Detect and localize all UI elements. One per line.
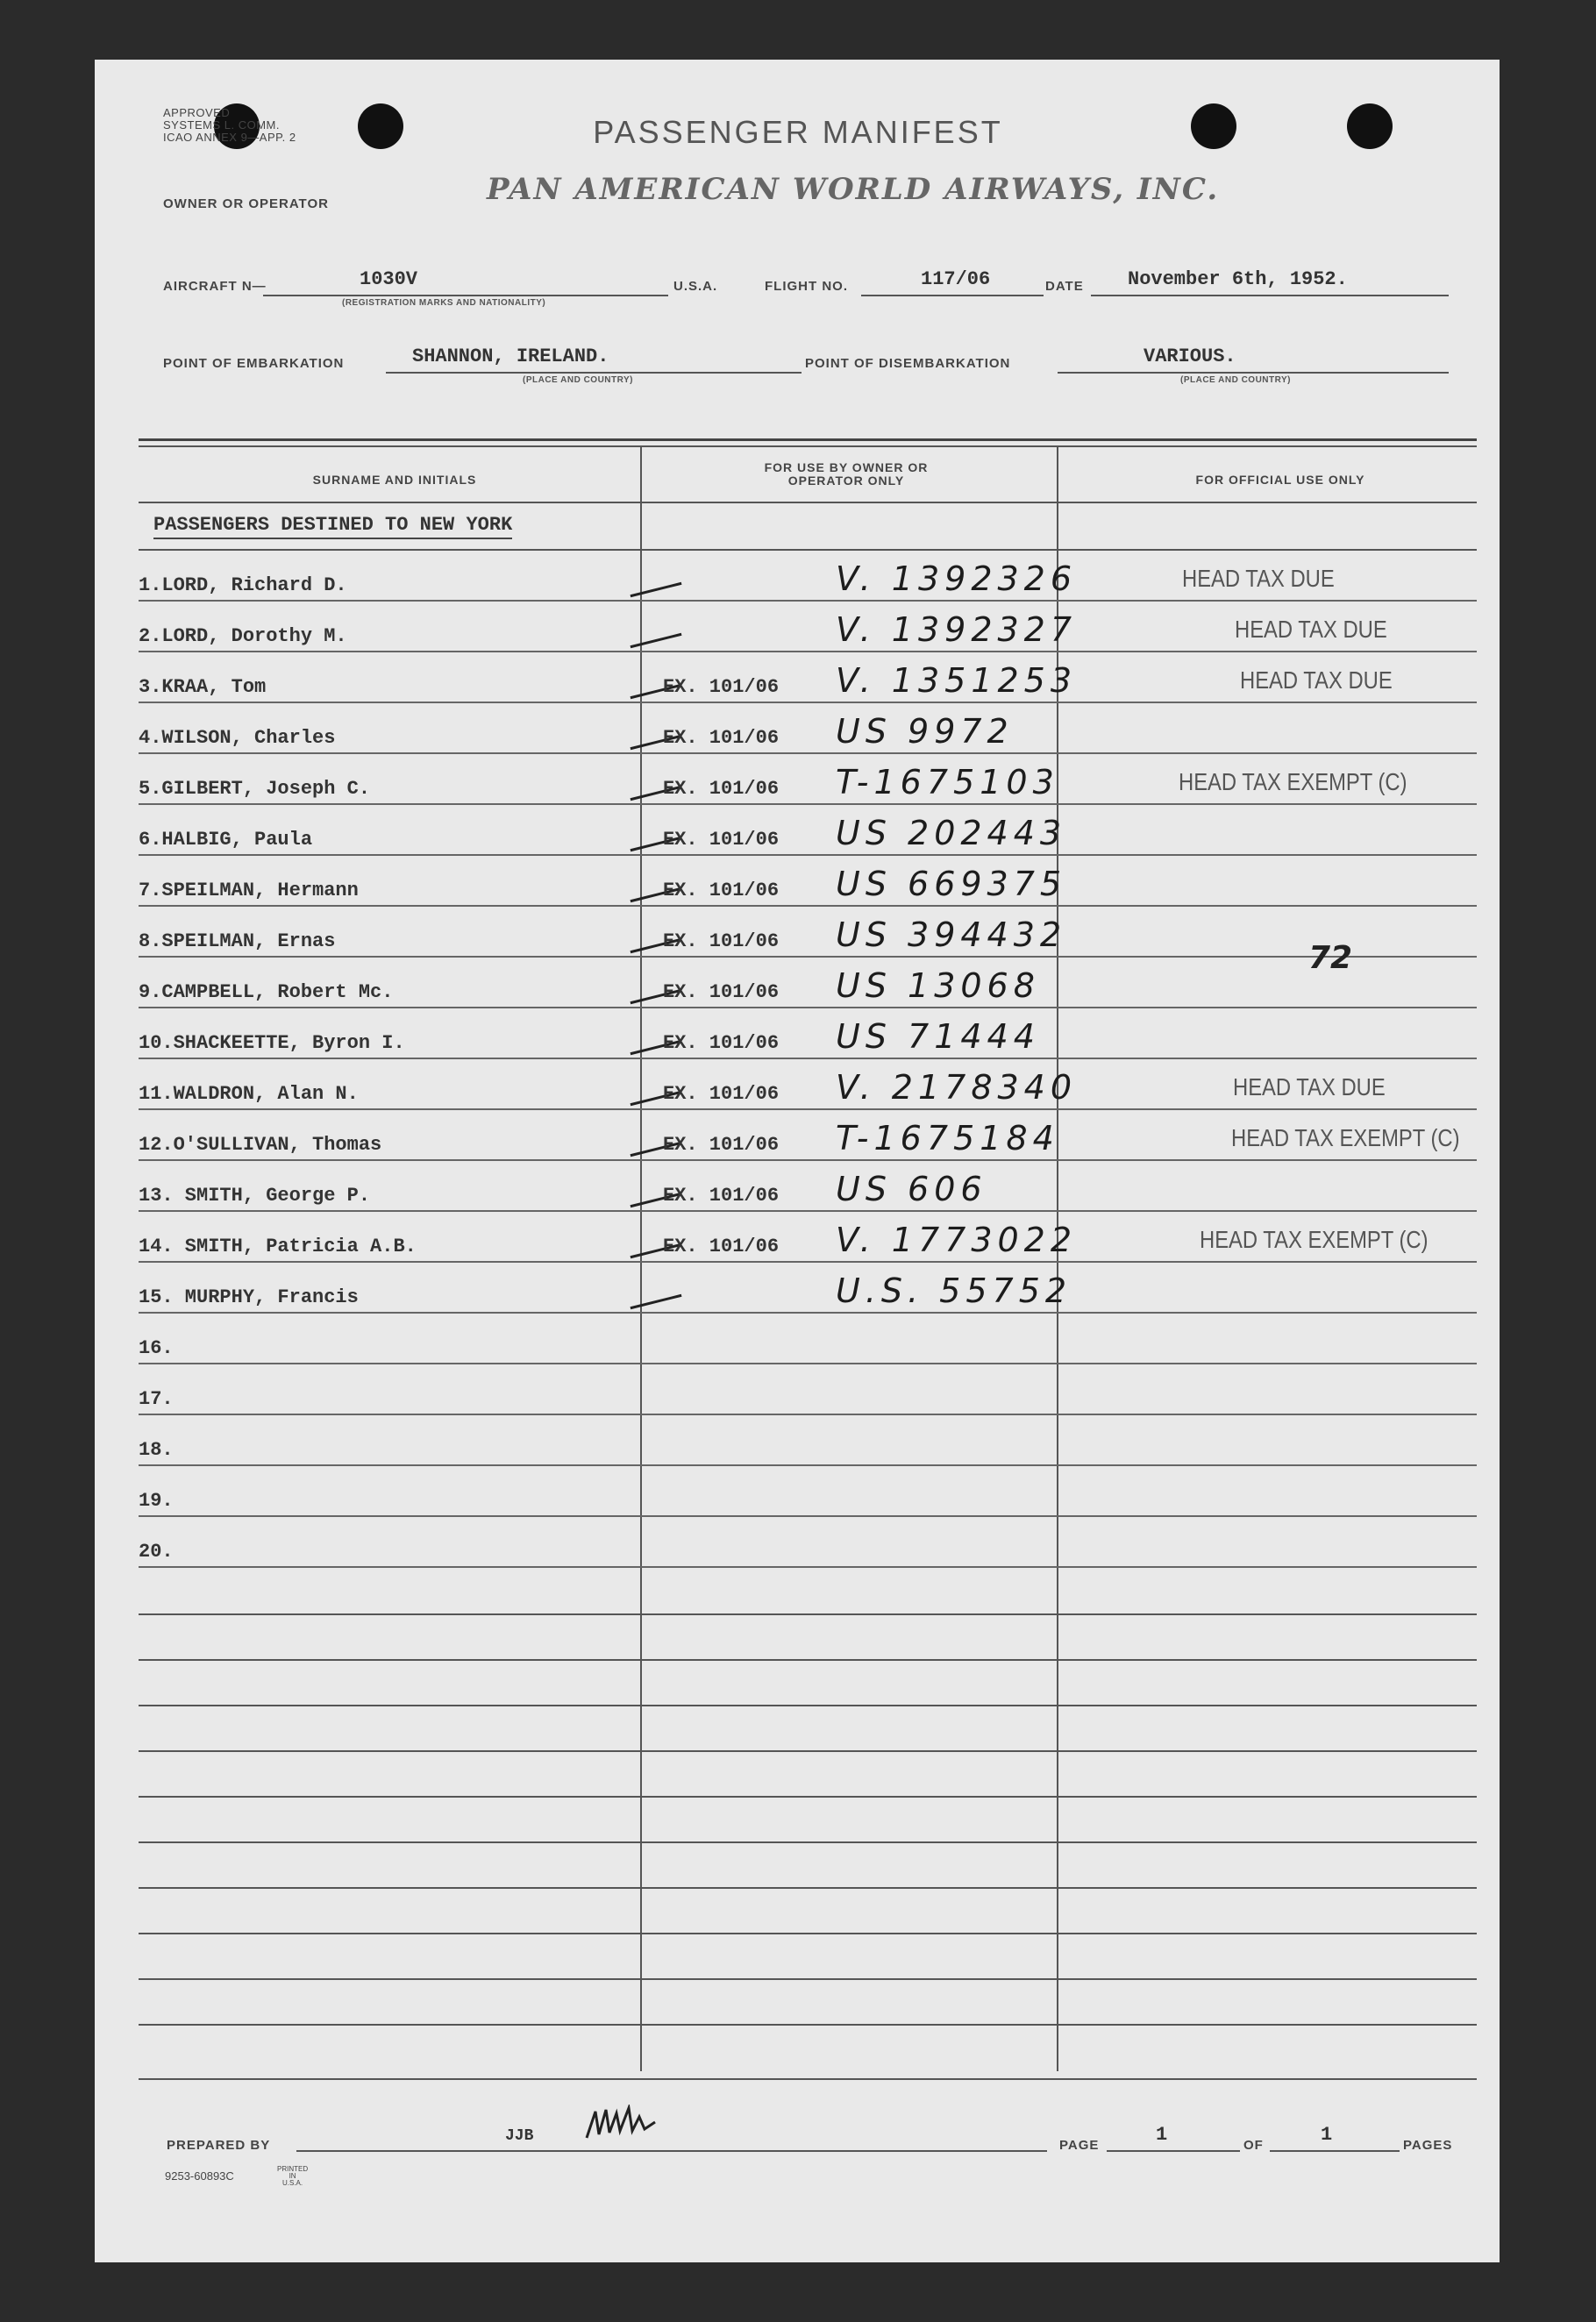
passenger-name: 15. MURPHY, Francis bbox=[139, 1286, 359, 1308]
passenger-row bbox=[139, 1364, 1477, 1415]
usa-label: U.S.A. bbox=[673, 279, 718, 294]
ticket-number: V. 2178340 bbox=[836, 1068, 1078, 1107]
blank-rule bbox=[139, 1933, 1477, 1934]
tax-stamp: HEAD TAX EXEMPT (C) bbox=[1231, 1124, 1460, 1151]
passenger-name: 10.SHACKEETTE, Byron I. bbox=[139, 1032, 405, 1054]
passenger-name: 16. bbox=[139, 1337, 174, 1359]
ticket-number: T-1675103 bbox=[836, 763, 1059, 801]
passenger-row bbox=[139, 958, 1477, 1008]
ticket-number: US 9972 bbox=[836, 712, 1014, 751]
passenger-row bbox=[139, 856, 1477, 907]
official-header: FOR OFFICIAL USE ONLY bbox=[1195, 473, 1365, 487]
flight-no-label: FLIGHT NO. bbox=[765, 279, 848, 294]
date-label: DATE bbox=[1045, 279, 1084, 294]
prepared-by-initials: JJB bbox=[505, 2127, 534, 2145]
place-note: (PLACE AND COUNTRY) bbox=[1180, 375, 1291, 385]
passenger-row bbox=[139, 1314, 1477, 1364]
surname-header: SURNAME AND INITIALS bbox=[312, 473, 477, 487]
ticket-number: US 202443 bbox=[836, 814, 1067, 852]
passenger-row bbox=[139, 703, 1477, 754]
passenger-name: 14. SMITH, Patricia A.B. bbox=[139, 1236, 417, 1257]
ticket-number: V. 1392326 bbox=[836, 559, 1078, 598]
excursion-code: EX. 101/06 bbox=[663, 930, 780, 952]
date-underline bbox=[1091, 295, 1449, 296]
passenger-name: 1.LORD, Richard D. bbox=[139, 574, 347, 596]
passenger-row bbox=[139, 1059, 1477, 1110]
tax-stamp: HEAD TAX DUE bbox=[1240, 666, 1393, 694]
excursion-code: EX. 101/06 bbox=[663, 981, 780, 1003]
excursion-code: EX. 101/06 bbox=[663, 1134, 780, 1156]
printed-line: U.S.A. bbox=[282, 2179, 303, 2187]
owner-use-header: FOR USE BY OWNER OR OPERATOR ONLY bbox=[764, 460, 929, 488]
passenger-row bbox=[139, 1110, 1477, 1161]
disembark-label: POINT OF DISEMBARKATION bbox=[805, 356, 1011, 371]
passenger-row bbox=[139, 1161, 1477, 1212]
pages-label: PAGES bbox=[1403, 2138, 1453, 2153]
passenger-row bbox=[139, 1517, 1477, 1568]
excursion-code: EX. 101/06 bbox=[663, 1083, 780, 1105]
owner-label: OWNER OR OPERATOR bbox=[163, 196, 329, 211]
passenger-name: 12.O'SULLIVAN, Thomas bbox=[139, 1134, 382, 1156]
ticket-number: US 394432 bbox=[836, 915, 1067, 954]
approval-line: APPROVED bbox=[163, 106, 231, 119]
ticket-number: US 606 bbox=[836, 1170, 987, 1208]
passenger-row bbox=[139, 1263, 1477, 1314]
passenger-name: 17. bbox=[139, 1388, 174, 1410]
excursion-code: EX. 101/06 bbox=[663, 1032, 780, 1054]
page-total: 1 bbox=[1321, 2124, 1333, 2146]
ticket-number: US 71444 bbox=[836, 1017, 1040, 1056]
registration-note: (REGISTRATION MARKS AND NATIONALITY) bbox=[342, 298, 546, 308]
tax-stamp: HEAD TAX DUE bbox=[1233, 1073, 1386, 1100]
blank-rule bbox=[139, 1750, 1477, 1752]
ticket-number: T-1675184 bbox=[836, 1119, 1059, 1157]
ticket-number: US 13068 bbox=[836, 966, 1040, 1005]
blank-rule bbox=[139, 1796, 1477, 1798]
printed-line: PRINTED bbox=[277, 2165, 309, 2173]
section-heading: PASSENGERS DESTINED TO NEW YORK bbox=[153, 514, 512, 539]
page-label: PAGE bbox=[1059, 2138, 1100, 2153]
embark-underline bbox=[386, 372, 802, 374]
passenger-name: 8.SPEILMAN, Ernas bbox=[139, 930, 336, 952]
passenger-name: 4.WILSON, Charles bbox=[139, 727, 336, 749]
passenger-name: 18. bbox=[139, 1439, 174, 1461]
passenger-row bbox=[139, 805, 1477, 856]
passenger-row bbox=[139, 652, 1477, 703]
blank-rule bbox=[139, 1705, 1477, 1706]
passenger-name: 6.HALBIG, Paula bbox=[139, 829, 313, 851]
passenger-row bbox=[139, 1466, 1477, 1517]
blank-rule bbox=[139, 1659, 1477, 1661]
form-title: PASSENGER MANIFEST bbox=[593, 114, 1003, 150]
excursion-code: EX. 101/06 bbox=[663, 727, 780, 749]
form-number: 9253-60893C bbox=[165, 2169, 234, 2183]
table-top-rule bbox=[139, 438, 1477, 441]
passenger-row bbox=[139, 1415, 1477, 1466]
tax-stamp: HEAD TAX EXEMPT (C) bbox=[1200, 1226, 1429, 1253]
passenger-row bbox=[139, 1212, 1477, 1263]
excursion-code: EX. 101/06 bbox=[663, 880, 780, 901]
ticket-number: V. 1773022 bbox=[836, 1221, 1078, 1259]
table-bottom-rule bbox=[139, 2078, 1477, 2080]
passenger-name: 13. SMITH, George P. bbox=[139, 1185, 371, 1207]
blank-rule bbox=[139, 2024, 1477, 2026]
tax-stamp: HEAD TAX EXEMPT (C) bbox=[1179, 768, 1407, 795]
of-label: OF bbox=[1243, 2138, 1264, 2153]
row-rule bbox=[139, 1566, 1477, 1568]
excursion-code: EX. 101/06 bbox=[663, 829, 780, 851]
page-number: 1 bbox=[1156, 2124, 1168, 2146]
aircraft-underline bbox=[263, 295, 668, 296]
passenger-row bbox=[139, 1008, 1477, 1059]
passenger-name: 3.KRAA, Tom bbox=[139, 676, 267, 698]
excursion-code: EX. 101/06 bbox=[663, 1185, 780, 1207]
operator-name: PAN AMERICAN WORLD AIRWAYS, INC. bbox=[487, 172, 1220, 207]
prepared-by-underline bbox=[296, 2150, 1047, 2152]
check-tick bbox=[631, 633, 682, 648]
passenger-name: 7.SPEILMAN, Hermann bbox=[139, 880, 359, 901]
excursion-code: EX. 101/06 bbox=[663, 676, 780, 698]
blank-rule bbox=[139, 1613, 1477, 1615]
passenger-name: 9.CAMPBELL, Robert Mc. bbox=[139, 981, 394, 1003]
check-tick bbox=[631, 1294, 682, 1309]
disembarkation: VARIOUS. bbox=[1144, 345, 1236, 367]
excursion-code: EX. 101/06 bbox=[663, 1236, 780, 1257]
disembark-underline bbox=[1058, 372, 1449, 374]
flight-number: 117/06 bbox=[921, 268, 991, 290]
passenger-row bbox=[139, 602, 1477, 652]
aircraft-number: 1030V bbox=[360, 268, 418, 290]
passenger-name: 2.LORD, Dorothy M. bbox=[139, 625, 347, 647]
approval-line: ICAO ANNEX 9—APP. 2 bbox=[163, 131, 296, 144]
passenger-row bbox=[139, 754, 1477, 805]
page-underline bbox=[1107, 2150, 1240, 2152]
passenger-name: 11.WALDRON, Alan N. bbox=[139, 1083, 359, 1105]
header-rule bbox=[139, 502, 1477, 503]
aircraft-label: AIRCRAFT N— bbox=[163, 279, 267, 294]
passenger-name: 5.GILBERT, Joseph C. bbox=[139, 778, 371, 800]
passenger-row bbox=[139, 551, 1477, 602]
printed-mark bbox=[277, 2166, 308, 2187]
excursion-code: EX. 101/06 bbox=[663, 778, 780, 800]
ticket-number: U.S. 55752 bbox=[836, 1271, 1072, 1310]
tax-stamp: HEAD TAX DUE bbox=[1182, 565, 1335, 592]
printed-line: IN bbox=[289, 2172, 296, 2180]
blank-rule bbox=[139, 1887, 1477, 1889]
passenger-name: 19. bbox=[139, 1490, 174, 1512]
flight-date: November 6th, 1952. bbox=[1128, 268, 1348, 290]
tax-stamp: HEAD TAX DUE bbox=[1235, 616, 1387, 643]
ticket-number: V. 1392327 bbox=[836, 610, 1078, 649]
prepared-by-label: PREPARED BY bbox=[167, 2138, 271, 2153]
flight-underline bbox=[861, 295, 1044, 296]
ticket-number: V. 1351253 bbox=[836, 661, 1078, 700]
official-mark: 72 bbox=[1308, 940, 1353, 976]
blank-rule bbox=[139, 1978, 1477, 1980]
approval-line: SYSTEMS L. COMM. bbox=[163, 118, 280, 132]
passenger-row bbox=[139, 907, 1477, 958]
blank-rule bbox=[139, 1841, 1477, 1843]
signature bbox=[583, 2105, 662, 2143]
place-note: (PLACE AND COUNTRY) bbox=[523, 375, 633, 385]
pages-underline bbox=[1270, 2150, 1400, 2152]
check-tick bbox=[631, 582, 682, 597]
embarkation: SHANNON, IRELAND. bbox=[412, 345, 609, 367]
table-top-rule bbox=[139, 445, 1477, 447]
ticket-number: US 669375 bbox=[836, 865, 1067, 903]
passenger-name: 20. bbox=[139, 1541, 174, 1563]
embark-label: POINT OF EMBARKATION bbox=[163, 356, 345, 371]
